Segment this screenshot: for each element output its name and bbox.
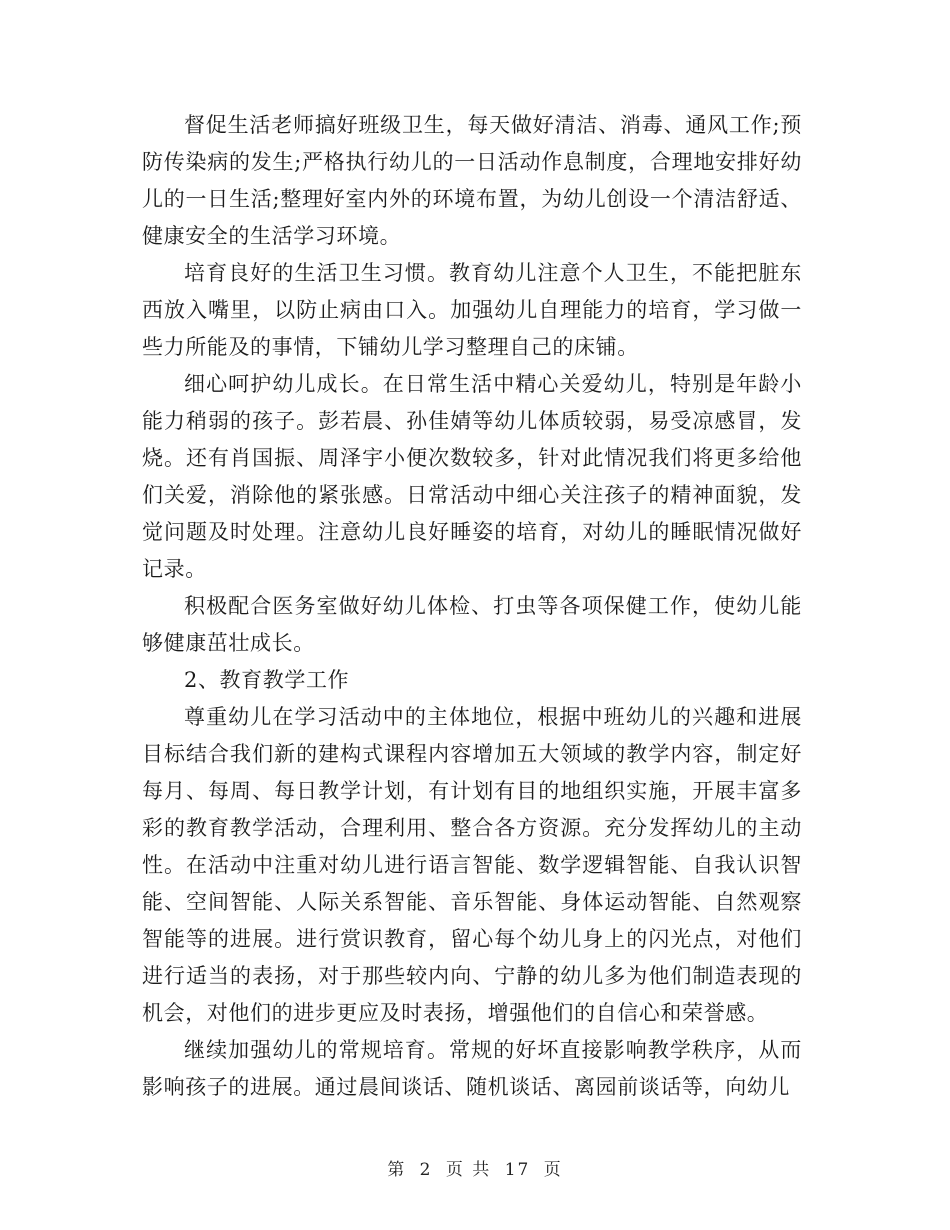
- footer-total-pages: 17: [504, 1160, 531, 1180]
- document-body: [142, 107, 802, 1106]
- paragraph-care: 细心呵护幼儿成长。在日常生活中精心关爱幼儿，特别是年龄小能力稍弱的孩子。彭若晨、孙佳婧等幼儿体质较弱，易受凉感冒，发烧。还有肖国振、周泽宇小便次数较多，针对此情况我们将更多给他们关爱，消除他的紧张感。日常活动中细心关注孩子的精神面貌，发觉问题及时处理。注意幼儿良好睡姿的培育，对幼儿的睡眠情况做好记录。: [142, 372, 802, 581]
- paragraph-hygiene-supervision: 督促生活老师搞好班级卫生，每天做好清洁、消毒、通风工作;预防传染病的发生;严格执行幼儿的一日活动作息制度，合理地安排好幼儿的一日生活;整理好室内外的环境布置，为幼儿创设一个清洁舒适、健康安全的生活学习环境。: [142, 113, 802, 248]
- footer-prefix: 第: [387, 1160, 407, 1180]
- paragraph-health-checkups: 积极配合医务室做好幼儿体检、打虫等各项保健工作，使幼儿能够健康茁壮成长。: [142, 594, 802, 655]
- paragraph-routine: 继续加强幼儿的常规培育。常规的好坏直接影响教学秩序，从而影响孩子的进展。通过晨间谈话、随机谈话、离园前谈话等，向幼儿: [142, 1038, 802, 1099]
- footer-suffix: 页: [543, 1160, 563, 1180]
- paragraph-hygiene-habits: 培育良好的生活卫生习惯。教育幼儿注意个人卫生，不能把脏东西放入嘴里，以防止病由口入。加强幼儿自理能力的培育，学习做一些力所能及的事情，下铺幼儿学习整理自己的床铺。: [142, 261, 802, 359]
- page-footer: [0, 1155, 950, 1180]
- footer-page-number: 2: [419, 1160, 433, 1180]
- footer-middle: 页 共: [445, 1160, 492, 1180]
- section-heading-education: 2、教育教学工作: [184, 668, 350, 692]
- paragraph-teaching: 尊重幼儿在学习活动中的主体地位，根据中班幼儿的兴趣和进展目标结合我们新的建构式课程内容增加五大领域的教学内容，制定好每月、每周、每日教学计划，有计划有目的地组织实施，开展丰富多彩的教育教学活动，合理利用、整合各方资源。充分发挥幼儿的主动性。在活动中注重对幼儿进行语言智能、数学逻辑智能、自我认识智能、空间智能、人际关系智能、音乐智能、身体运动智能、自然观察智能等的进展。进行赏识教育，留心每个幼儿身上的闪光点，对他们进行适当的表扬，对于那些较内向、宁静的幼儿多为他们制造表现的机会，对他们的进步更应及时表扬，增强他们的自信心和荣誉感。: [142, 705, 802, 1025]
